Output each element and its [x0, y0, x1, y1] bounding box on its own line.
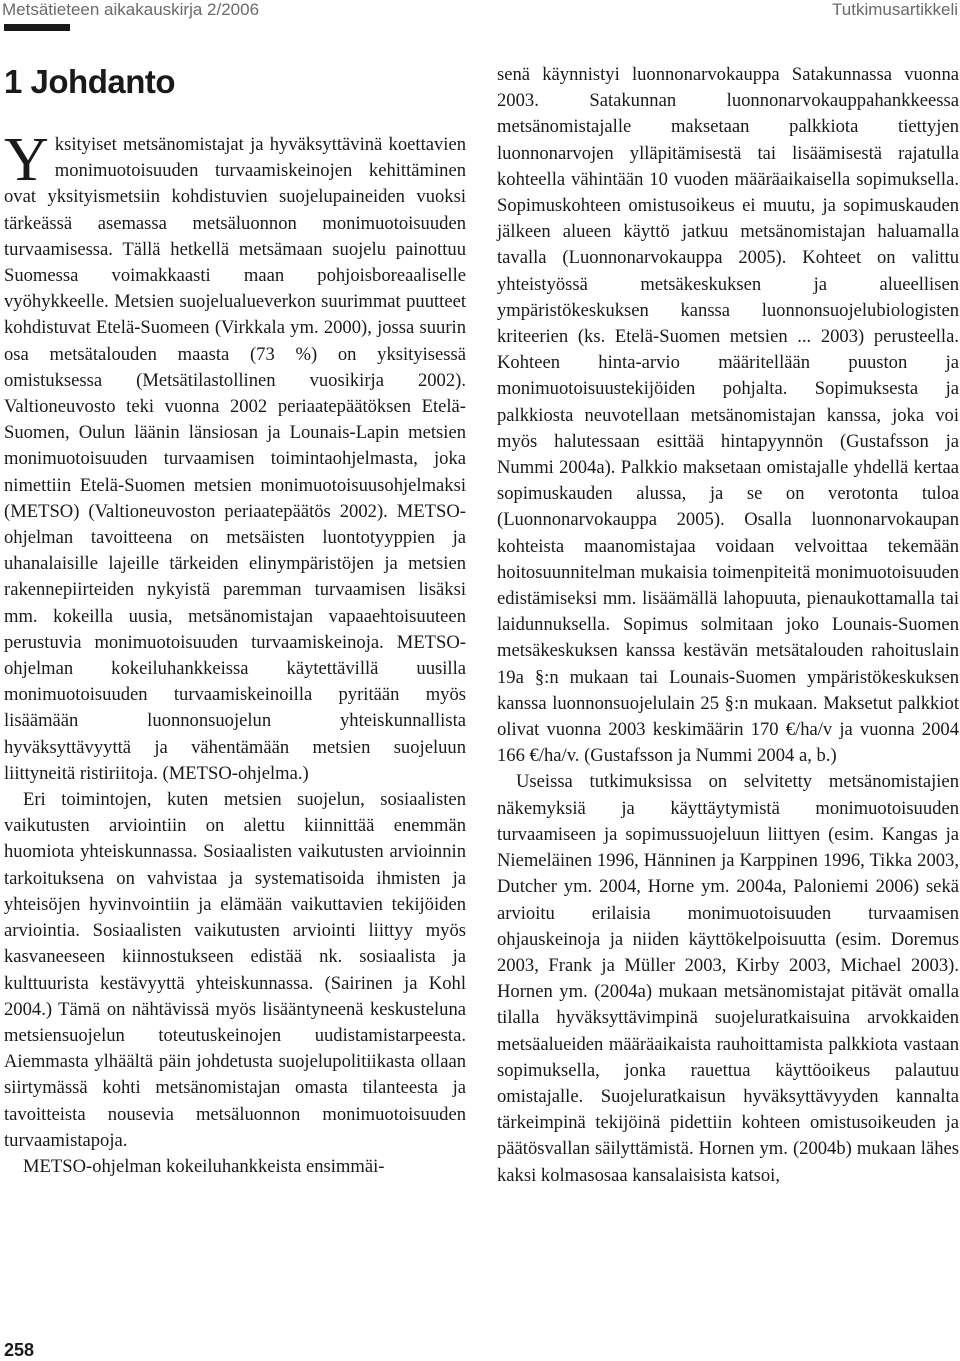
paragraph-metso-start: METSO-ohjelman kokeiluhankkeista ensimmäi- [23, 1155, 385, 1177]
left-column [4, 62, 466, 1180]
intro-paragraph [4, 126, 466, 787]
article-type: Tutkimusartikkeli [832, 0, 958, 19]
journal-title: Metsätieteen aikakauskirja 2/2006 [2, 0, 260, 19]
paragraph-research-review: Useissa tutkimuksissa on selvitetty metsänomistajien näkemyksiä ja käyttäytymistä monimuotoisuuden turvaamiseen ja sopimussuojeluun liittyen (esim. Kangas ja Niemeläinen 1996, Hänninen ja Karppinen 1996, Tikka 2003, Dutcher ym. 2004, Horne ym. 2004a, Paloniemi 2006) sekä arvioitu erilaisia monimuotoisuuden turvaamisen ohjauskeinoja ja niiden käyttökelpoisuutta (esim. Doremus 2003, Frank ja Müller 2003, Kirby 2003, Michael 2003). Hornen ym. (2004a) mukaan metsänomistajat pitävät omalla tilalla hyväksyttävimpinä suojeluratkaisuina arvokkaiden metsäalueiden määräaikaista rauhoittamista palkkiota vastaan sopimuksella, jonka rauettua käyttöoikeus palautuu omistajalle. Suojeluratkaisun hyväksyttävyyden kannalta tärkeimpinä tekijöinä pidettiin kohteen omistusoikeuden ja päätösvallan säilyttämistä. Hornen ym. (2004b) mukaan lähes kaksi kolmasosaa kansalaisista katsoi, [497, 771, 959, 1186]
drop-cap: Y [4, 126, 49, 194]
right-column [497, 62, 959, 1189]
paragraph-nature-value-trade: senä käynnistyi luonnonarvokauppa Satakunnassa vuonna 2003. Satakunnan luonnonarvokauppahankkeessa metsänomistajalle maksetaan palkkiota tiettyjen luonnonarvojen ylläpitämisestä tai lisäämisestä rajatulla kohteella vähintään 10 vuoden määräaikaisella sopimuksella. Sopimuskohteen omistusoikeus ei muutu, ja sopimuskauden jälkeen alueen käyttö jatkuu metsänomistajan haluamalla tavalla (Luonnonarvokauppa 2005). Kohteet on valittu yhteistyössä metsäkeskuksen ja alueellisen ympäristökeskuksen kanssa luonnonsuojelubiologisten kriteerien (ks. Etelä-Suomen metsien ... 2003) perusteella. Kohteen hinta-arvio määritellään puuston ja monimuotoisuustekijöiden pohjalta. Sopimuksesta ja palkkiosta neuvotellaan metsänomistajan kanssa, joka voi myös halutessaan esittää hintapyynnön (Gustafsson ja Nummi 2004a). Palkkio maksetaan omistajalle yhdellä kertaa sopimuskauden alussa, ja se on verotonta tuloa (Luonnonarvokauppa 2005). Osalla luonnonarvokaupan kohteista maanomistajaa voidaan velvoittaa tekemään hoitosuunnitelman mukaisia toimenpiteitä monimuotoisuuden edistämiseksi mm. lisäämällä lahopuuta, pienaukottamalla tai laidunnuksella. Sopimus solmitaan joko Lounais-Suomen metsäkeskuksen kanssa kestävän metsätalouden rahoituslain 19a §:n mukaan tai Lounais-Suomen ympäristökeskuksen kanssa luonnonsuojelulain 25 §:n mukaan. Maksetut palkkiot olivat vuonna 2003 keskimäärin 170 €/ha/v ja vuonna 2004 166 €/ha/v. (Gustafsson ja Nummi 2004 a, b.) [497, 64, 959, 767]
paragraph-social-impacts: Eri toimintojen, kuten metsien suojelun, sosiaalisten vaikutusten arviointiin on alettu kiinnittää enemmän huomiota yhteiskunnassa. Sosiaalisten vaikutusten arvioinnin tarkoituksena on vahvistaa ja systematisoida ihmisten ja yhteisöjen hyvinvointiin ja elämään vaikuttavien tekijöiden arviointia. Sosiaalisten vaikutusten arviointi liittyy myös kasvaneeseen kiinnostukseen edistää nk. sosiaalista ja kulttuurista kestävyyttä yhteiskunnassa. (Sairinen ja Kohl 2004.) Tämä on nähtävissä myös lisääntyneenä keskusteluna metsiensuojelun toteutuskeinojen uudistamistarpeesta. Aiemmasta ylhäältä päin johdetusta suojelupolitiikasta ollaan siirtymässä kohti metsänomistajan omasta tilanteesta ja tavoitteista nousevia metsäluonnon monimuotoisuuden turvaamistapoja. [4, 789, 466, 1151]
section-heading: 1 Johdanto [4, 63, 176, 100]
header-rule [4, 24, 70, 31]
intro-paragraph-text: ksityiset metsänomistajat ja hyväksyttävinä koettavien monimuotoisuuden turvaamiskeinojen kehittäminen ovat yksityismetsiin kohdistuvien suojelupaineiden vuoksi tärkeässä asemassa metsäluonnon monimuotoisuuden turvaamisessa. Tällä hetkellä metsämaan suojelu painottuu Suomessa voimakkaasti maan pohjoisboreaaliselle vyöhykkeelle. Metsien suojelualueverkon suurimmat puutteet kohdistuvat Etelä-Suomeen (Virkkala ym. 2000), jossa suurin osa metsätalouden maasta (73 %) on yksityisessä omistuksessa (Metsätilastollinen vuosikirja 2002). Valtioneuvosto teki vuonna 2002 periaatepäätöksen Etelä-Suomen, Oulun läänin länsiosan ja Lounais-Lapin metsien monimuotoisuuden turvaamisen toimintaohjelmasta, joka nimettiin Etelä-Suomen metsien monimuotoisuusohjelmaksi (METSO) (Valtioneuvoston periaatepäätös 2002). METSO-ohjelman tavoitteena on metsäisten luontotyyppien ja uhanalaisille lajeille tärkeiden elinympäristöjen ja metsien rakennepiirteiden nykyistä paremman turvaamisen lisäksi mm. kokeilla uusia, metsänomistajan vapaaehtoisuuteen perustuvia monimuotoisuuden turvaamiskeinoja. METSO-ohjelman kokeiluhankkeissa käytettävillä uusilla monimuotoisuuden turvaamiskeinoilla pyritään myös lisäämään luonnonsuojelun yhteiskunnallista hyväksyttävyyttä ja vähentämään metsien suojeluun liittyneitä ristiriitoja. (METSO-ohjelma.) [4, 134, 466, 784]
running-head [0, 0, 960, 22]
page-number: 258 [4, 1340, 35, 1360]
